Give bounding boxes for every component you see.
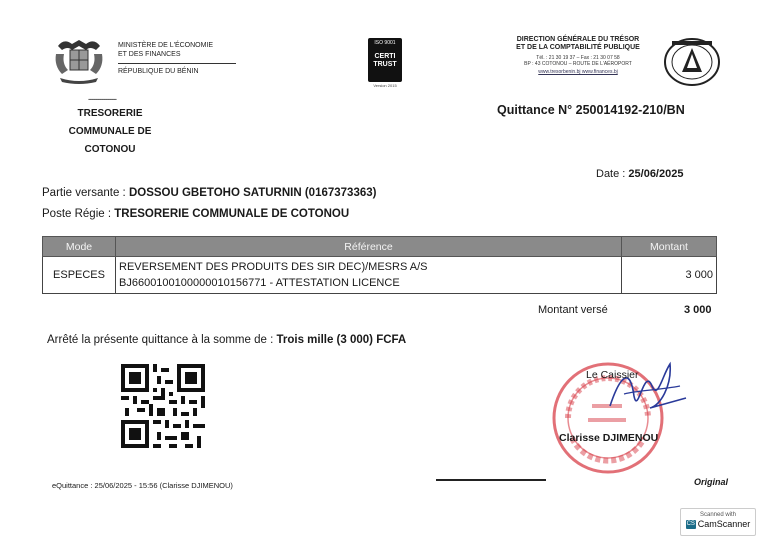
dg-links: www.tresorbenin.bj www.finances.bj [538,69,618,75]
camscanner-brand [681,519,755,530]
republic-label: RÉPUBLIQUE DU BÉNIN [118,68,199,75]
footer-rule [436,479,546,481]
treasury-line-1: TRESORERIE [77,108,143,119]
header-mode: Mode [43,237,116,257]
iso-certitrust-badge [368,38,402,82]
scanned-with-label: Scanned with [699,512,737,518]
poste-value: TRESORERIE COMMUNALE DE COTONOU [114,208,350,220]
qr-code-icon [118,364,208,448]
payment-table [42,236,717,294]
iso-top-label: ISO 9001 [374,40,396,46]
date-row [596,168,683,180]
equittance-footer: eQuittance : 25/06/2025 - 15:56 (Clarisse DJIMENOU) [52,481,233,490]
date-value: 25/06/2025 [628,168,684,180]
amount-words-label: Arrêté la présente quittance à la somme de : [47,334,277,346]
table-header-row [43,237,717,257]
poste-label: Poste Régie : [42,208,115,220]
treasury-line-3: COTONOU [84,144,136,155]
ministry-line-1: MINISTÈRE DE L'ÉCONOMIE [118,42,214,49]
treasury-line-2: COMMUNALE DE [68,126,152,137]
header-reference: Référence [116,237,622,257]
dg-phone: Tél. : 21 30 19 37 – Fax : 21 30 07 58 [536,55,620,61]
iso-trust-label: TRUST [373,61,397,68]
cell-reference [116,257,622,294]
amount-in-words-row [47,334,406,346]
amount-paid-label: Montant versé [538,304,608,316]
poste-regie-row [42,208,349,220]
amount-words-value: Trois mille (3 000) FCFA [276,334,407,346]
amount-paid-value: 3 000 [684,304,712,316]
table-row [43,257,717,294]
iso-version-label: Version 2015 [373,83,397,88]
payer-label: Partie versante : [42,187,129,199]
cell-mode: ESPECES [43,257,116,294]
dg-line-1: DIRECTION GÉNÉRALE DU TRÉSOR [516,36,640,43]
treasury-local-title [40,105,180,159]
camscanner-badge [680,508,756,536]
cell-amount: 3 000 [622,257,717,294]
benin-coat-of-arms-icon [50,36,108,86]
date-label: Date : [596,168,629,180]
reference-line-1: REVERSEMENT DES PRODUITS DES SIR DEC)/MESRS A/S [119,261,428,273]
dg-address: BP : 43 COTONOU – ROUTE DE L'AÉROPORT [524,61,632,67]
payer-row [42,187,376,199]
camscanner-logo-icon: CS [686,521,695,528]
dgtcp-block [498,36,658,75]
iso-certi-label: CERTI [374,53,396,60]
dgtcp-seal-icon [662,36,722,88]
payer-value: DOSSOU GBETOHO SATURNIN (0167373363) [128,187,377,199]
ministry-block [118,41,248,76]
original-label: Original [694,477,729,487]
dg-line-2: ET DE LA COMPTABILITÉ PUBLIQUE [516,44,640,51]
handwritten-signature-icon [600,356,690,426]
quittance-number: Quittance N° 250014192-210/BN [497,103,685,117]
cashier-name: Clarisse DJIMENOU [559,432,659,444]
header-amount: Montant [622,237,717,257]
camscanner-label: CamScanner [697,519,751,529]
cashier-role: Le Caissier [586,369,639,381]
dash-separator: -------------- [88,94,116,104]
ministry-divider [118,63,236,64]
ministry-line-2: ET DES FINANCES [118,51,181,58]
reference-line-2: BJ6600100100000010156771 - ATTESTATION LICENCE [119,277,400,289]
